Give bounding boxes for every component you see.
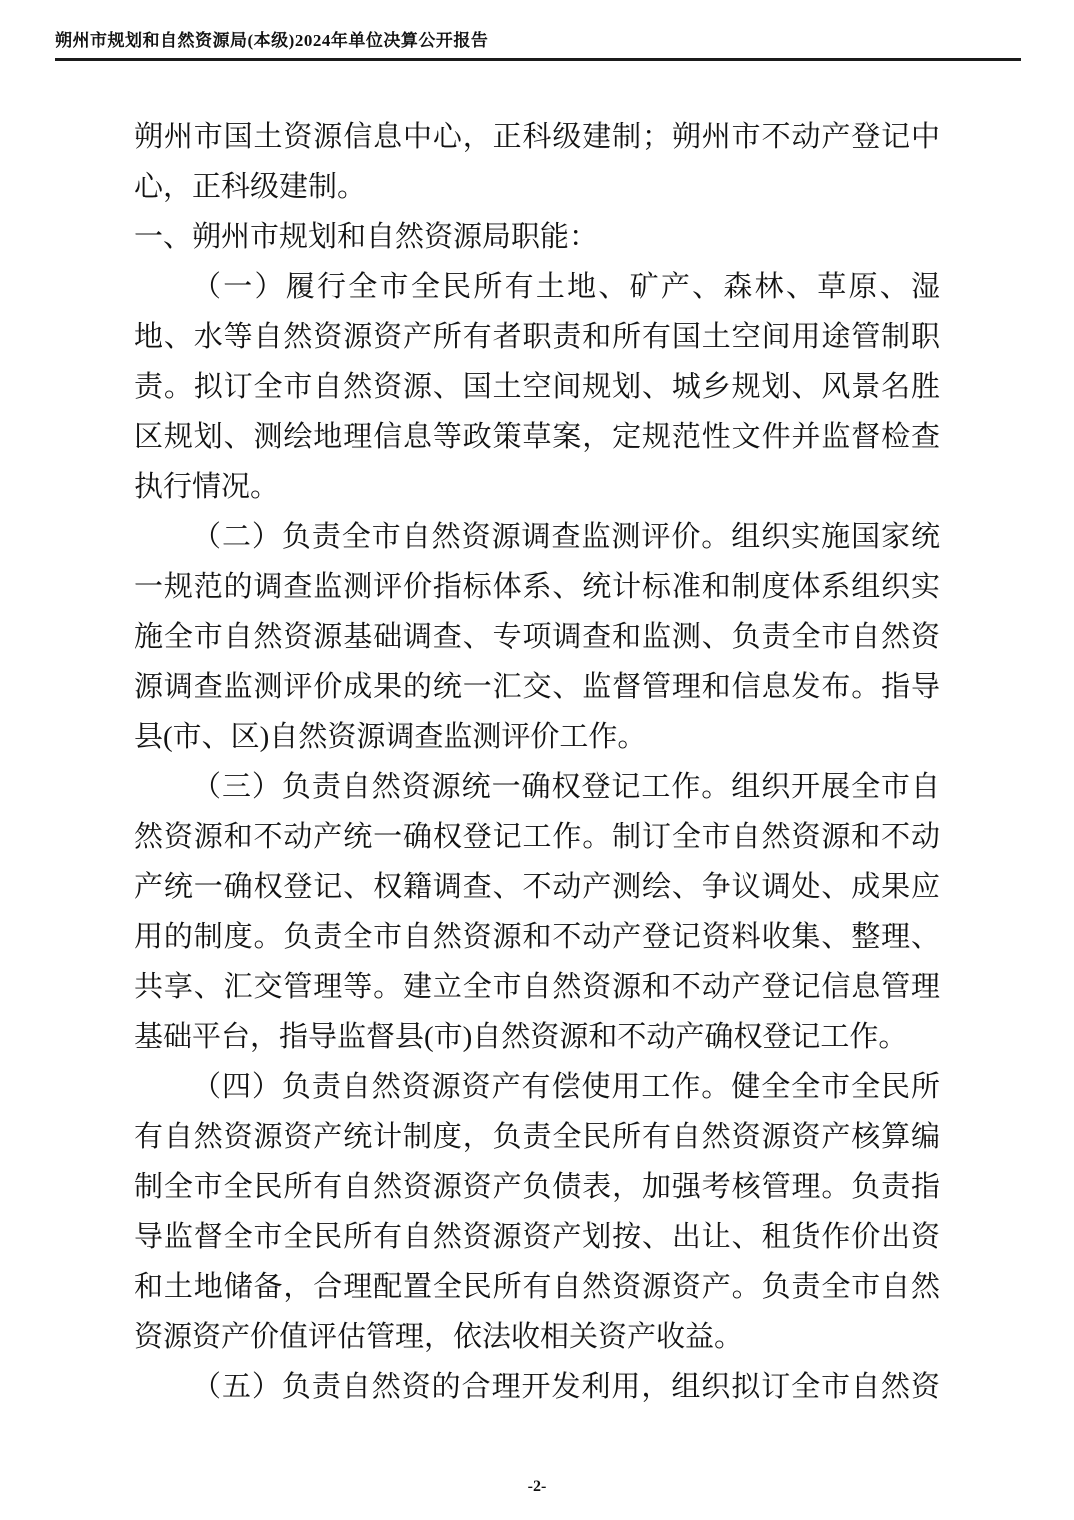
- text-line: 和土地储备，合理配置全民所有自然资源资产。负责全市自然: [134, 1271, 940, 1303]
- text-line: 资源资产价值评估管理，依法收相关资产收益。: [134, 1321, 744, 1353]
- document-header-title: 朔州市规划和自然资源局(本级)2024年单位决算公开报告: [55, 31, 489, 50]
- header-rule: [55, 58, 1021, 61]
- text-line: 基础平台，指导监督县(市)自然资源和不动产确权登记工作。: [134, 1021, 908, 1053]
- document-body: [134, 112, 940, 1412]
- text-line: 一规范的调查监测评价指标体系、统计标准和制度体系组织实: [134, 571, 940, 603]
- text-line: 有自然资源资产统计制度，负责全民所有自然资源资产核算编: [134, 1121, 940, 1153]
- text-line: 区规划、测绘地理信息等政策草案，定规范性文件并监督检查: [134, 421, 940, 453]
- text-line: 源调查监测评价成果的统一汇交、监督管理和信息发布。指导: [134, 671, 940, 703]
- text-line: 执行情况。: [134, 471, 280, 503]
- text-line: 用的制度。负责全市自然资源和不动产登记资料收集、整理、: [134, 921, 940, 953]
- text-line: （五）负责自然资的合理开发利用，组织拟订全市自然资: [192, 1371, 940, 1403]
- text-line: 共享、汇交管理等。建立全市自然资源和不动产登记信息管理: [134, 971, 940, 1003]
- text-line: 一、朔州市规划和自然资源局职能：: [134, 221, 599, 253]
- text-line: （四）负责自然资源资产有偿使用工作。健全全市全民所: [192, 1071, 940, 1103]
- text-line: 产统一确权登记、权籍调查、不动产测绘、争议调处、成果应: [134, 871, 940, 903]
- text-line: （二）负责全市自然资源调查监测评价。组织实施国家统: [192, 521, 940, 553]
- text-line: 责。拟订全市自然资源、国土空间规划、城乡规划、风景名胜: [134, 371, 940, 403]
- text-line: 心，正科级建制。: [134, 171, 367, 203]
- text-line: （一）履行全市全民所有土地、矿产、森林、草原、湿: [192, 271, 940, 303]
- text-line: （三）负责自然资源统一确权登记工作。组织开展全市自: [192, 771, 940, 803]
- text-line: 导监督全市全民所有自然资源资产划按、出让、租货作价出资: [134, 1221, 940, 1253]
- text-line: 地、水等自然资源资产所有者职责和所有国土空间用途管制职: [134, 321, 940, 353]
- text-line: 施全市自然资源基础调查、专项调查和监测、负责全市自然资: [134, 621, 940, 653]
- page-header: [55, 30, 1021, 61]
- text-line: 然资源和不动产统一确权登记工作。制订全市自然资源和不动: [134, 821, 940, 853]
- page-number: -2-: [527, 1478, 547, 1495]
- text-line: 朔州市国土资源信息中心，正科级建制；朔州市不动产登记中: [134, 121, 940, 153]
- text-line: 制全市全民所有自然资源资产负债表，加强考核管理。负责指: [134, 1171, 940, 1203]
- text-line: 县(市、区)自然资源调查监测评价工作。: [134, 721, 647, 753]
- page-footer: [0, 1478, 1074, 1496]
